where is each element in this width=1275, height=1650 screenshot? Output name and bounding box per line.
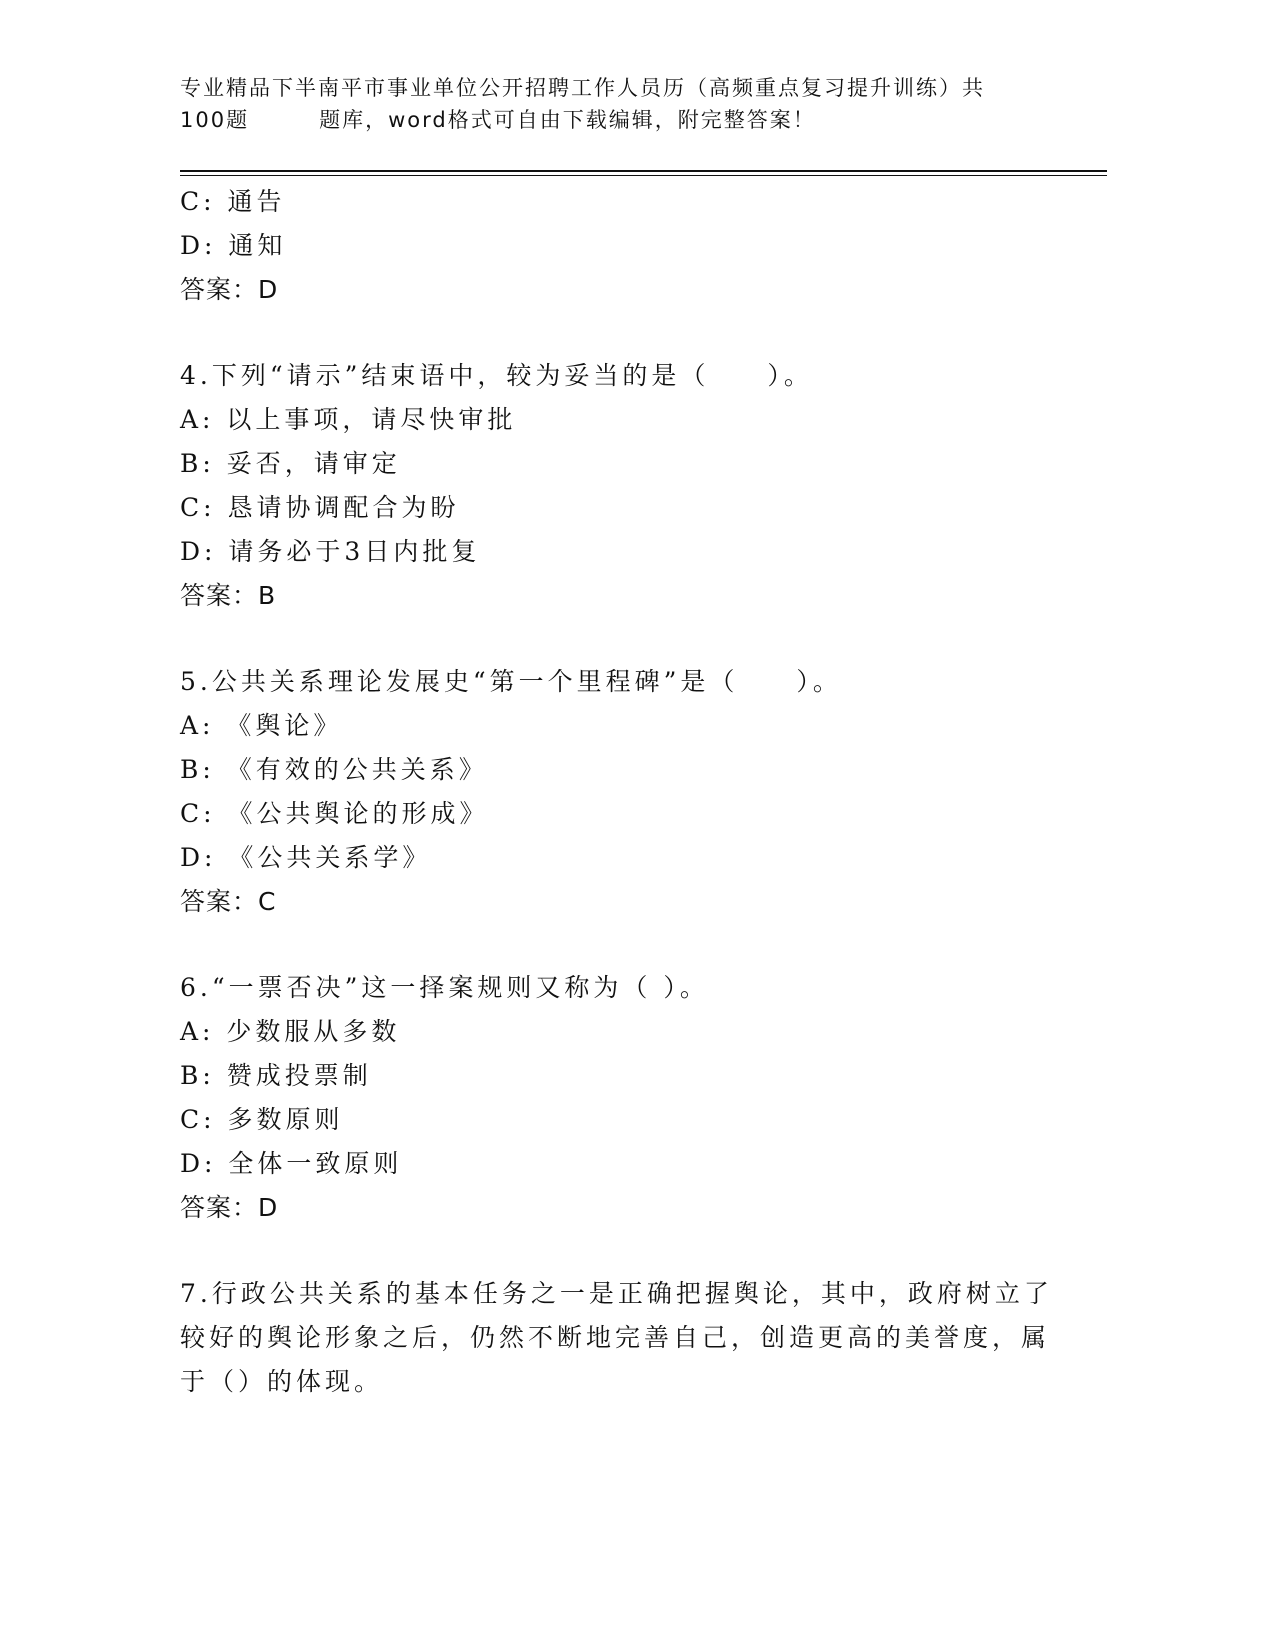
option-d: D: 通知 [180, 231, 287, 260]
option-d: D: 《公共关系学》 [180, 843, 432, 872]
question-7 [180, 1272, 1053, 1404]
option-b: B: 赞成投票制 [180, 1061, 372, 1090]
question-stem: 4.下列“请示”结束语中，较为妥当的是（ ）。 [180, 361, 813, 390]
option-b: B: 《有效的公共关系》 [180, 755, 488, 784]
answer-line: 答案：D [180, 1193, 279, 1222]
answer-line: 答案：B [180, 581, 277, 610]
question-stem-line1: 7.行政公共关系的基本任务之一是正确把握舆论，其中，政府树立了 [180, 1279, 1053, 1308]
answer-line: 答案：D [180, 275, 279, 304]
header-divider-thick [180, 170, 1107, 172]
question-6 [180, 966, 1050, 1230]
header-divider-thin [180, 175, 1107, 176]
option-c: C: 《公共舆论的形成》 [180, 799, 489, 828]
option-a: A: 以上事项，请尽快审批 [180, 405, 517, 434]
option-b: B: 妥否，请审定 [180, 449, 401, 478]
document-header [180, 72, 1100, 136]
header-title-line1: 专业精品下半南平市事业单位公开招聘工作人员历（高频重点复习提升训练）共 [180, 76, 985, 100]
header-question-count: 100题 [180, 108, 250, 132]
option-c: C: 通告 [180, 187, 286, 216]
question-stem-line2: 较好的舆论形象之后，仍然不断地完善自己，创造更高的美誉度，属 [180, 1323, 1051, 1352]
option-c: C: 恳请协调配合为盼 [180, 493, 460, 522]
question-stem: 5.公共关系理论发展史“第一个里程碑”是（ ）。 [180, 667, 842, 696]
question-stem-line3: 于（）的体现。 [180, 1367, 384, 1396]
question-3-tail [180, 180, 1050, 312]
question-5 [180, 660, 1050, 924]
answer-line: 答案：C [180, 887, 277, 916]
option-c: C: 多数原则 [180, 1105, 344, 1134]
header-description: 题库，word格式可自由下载编辑，附完整答案！ [319, 108, 816, 132]
option-a: A: 少数服从多数 [180, 1017, 401, 1046]
option-a: A: 《舆论》 [180, 711, 343, 740]
option-d: D: 请务必于3日内批复 [180, 537, 481, 566]
option-d: D: 全体一致原则 [180, 1149, 403, 1178]
document-body [180, 180, 1053, 1404]
question-stem: 6.“一票否决”这一择案规则又称为（ ）。 [180, 973, 709, 1002]
question-4 [180, 354, 1050, 618]
header-title-line2 [180, 104, 1100, 136]
